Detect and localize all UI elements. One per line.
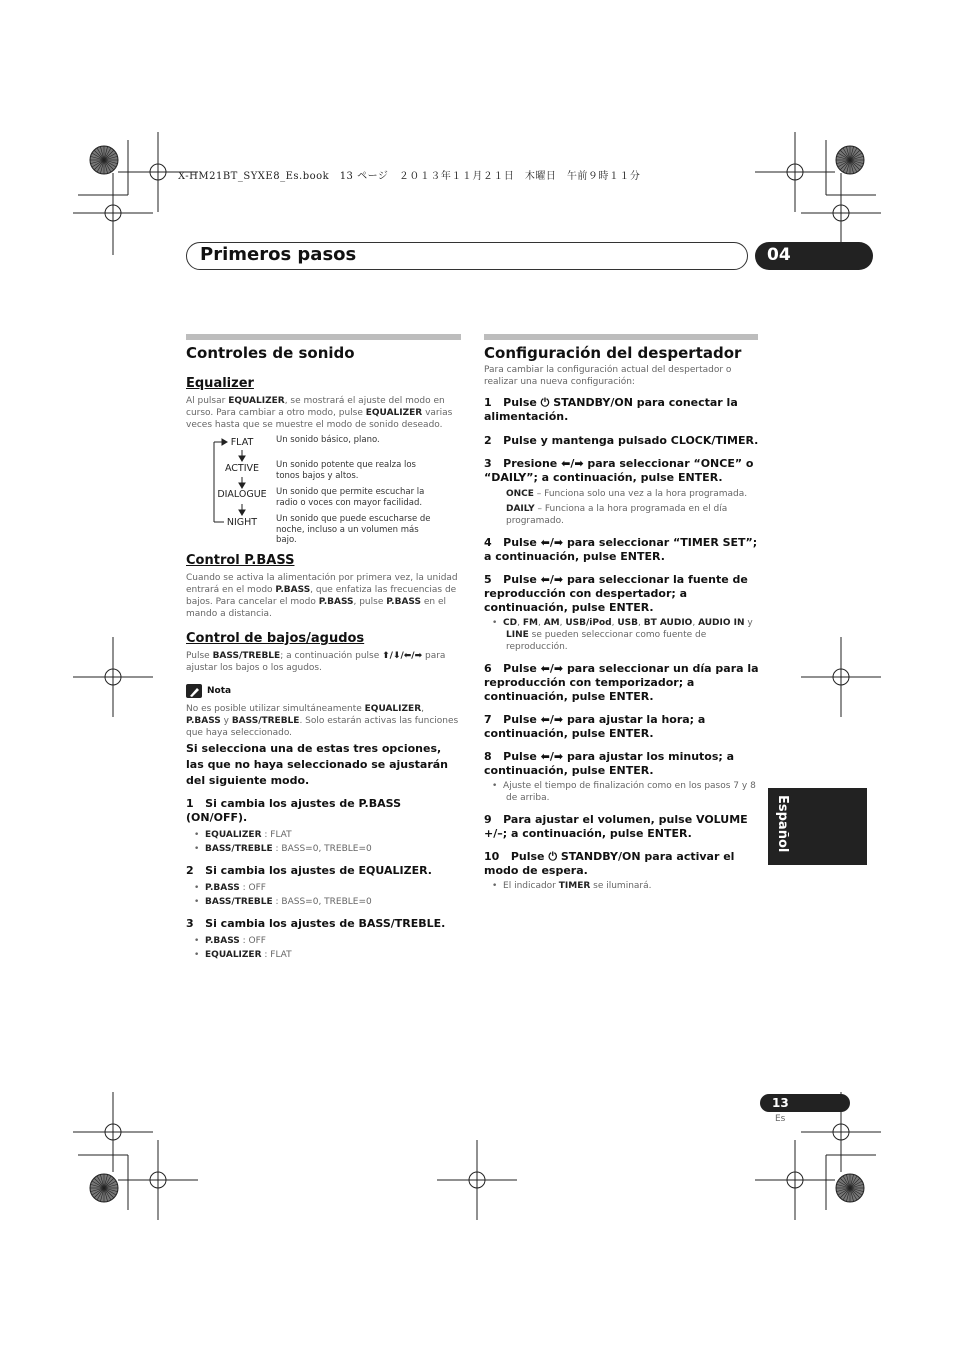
reset-step-2: 2 Si cambia los ajustes de EQUALIZER. [186,864,432,877]
reset-step-2-bullet-1: • P.BASS : OFF [194,883,266,893]
note-icon [186,684,202,698]
alarm-step-6: 6 Pulse ⬅/➡ para seleccionar un día para la reproducción con temporizador; a continuación, pulse ENTER. [484,662,759,703]
mode-night: NIGHT [226,517,258,528]
reset-step-1-bullet-2: • BASS/TREBLE : BASS=0, TREBLE=0 [194,844,372,854]
alarm-step-3: 3 Presione ⬅/➡ para seleccionar “ONCE” o “DAILY”; a continuación, pulse ENTER. [484,457,754,484]
section-title-sound: Controles de sonido [186,344,355,362]
chapter-title: Primeros pasos [200,244,357,265]
equalizer-heading: Equalizer [186,376,254,391]
reset-step-2-bullet-2: • BASS/TREBLE : BASS=0, TREBLE=0 [194,897,372,907]
alarm-steps [484,396,759,892]
note-paragraph: No es posible utilizar simultáneamente EQUALIZER, P.BASS y BASS/TREBLE. Solo estarán activas las funciones que haya seleccionado. [186,704,459,738]
mode-flat-desc: Un sonido básico, plano. [276,435,380,445]
alarm-step-8-bullet: • Ajuste el tiempo de finalización como en los pasos 7 y 8 de arriba. [492,781,756,803]
pencil-icon [186,685,202,699]
alarm-step-7: 7 Pulse ⬅/➡ para ajustar la hora; a continuación, pulse ENTER. [484,713,706,740]
mode-active-desc: Un sonido potente que realza los tonos bajos y altos. [276,460,416,481]
equalizer-paragraph: Al pulsar EQUALIZER, se mostrará el ajuste del modo en curso. Para cambiar a otro modo, pulse EQUALIZER varias veces hasta que se muestre el modo de sonido deseado. [186,396,453,430]
reset-step-1: 1 Si cambia los ajustes de P.BASS (ON/OFF). [186,797,401,824]
alarm-step-1: 1 Pulse ⏻ STANDBY/ON para conectar la alimentación. [484,396,738,423]
alarm-step-8: 8 Pulse ⬅/➡ para ajustar los minutos; a continuación, pulse ENTER. [484,750,735,777]
alarm-step-9: 9 Para ajustar el volumen, pulse VOLUME +/–; a continuación, pulse ENTER. [484,813,748,840]
bass-treble-heading: Control de bajos/agudos [186,631,365,646]
mode-dialogue-desc: Un sonido que permite escuchar la radio o voces con mayor facilidad. [276,487,425,508]
mode-active: ACTIVE [224,463,260,474]
language-tab-label: Español [775,795,790,853]
bass-treble-paragraph: Pulse BASS/TREBLE; a continuación pulse ⬆/⬇/⬅/➡ para ajustar los bajos o los agudos. [186,651,446,673]
reset-step-1-bullet-1: • EQUALIZER : FLAT [194,830,292,840]
section-bar-left [186,334,461,340]
reset-step-3-bullet-1: • P.BASS : OFF [194,936,266,946]
alarm-step-2: 2 Pulse y mantenga pulsado CLOCK/TIMER. [484,434,759,447]
mode-dialogue: DIALOGUE [217,489,267,500]
mode-cycle-arrows [210,436,270,528]
reset-step-3-bullet-2: • EQUALIZER : FLAT [194,950,292,960]
pbass-heading: Control P.BASS [186,553,295,568]
pbass-paragraph: Cuando se activa la alimentación por primera vez, la unidad entrará en el modo P.BASS, que enfatiza las frecuencias de bajos. Para cancelar el modo P.BASS, pulse P.BASS en el mando a distancia. [186,573,458,619]
mode-night-desc: Un sonido que puede escucharse de noche, incluso a un volumen más bajo. [276,514,431,545]
print-header: X-HM21BT_SYXE8_Es.book 13 ページ ２０１３年１１月２１日 木曜日 午前９時１１分 [178,171,641,182]
chapter-number: 04 [755,242,873,270]
alarm-step-3-daily: DAILY – Funciona a la hora programada en el día programado. [506,504,728,526]
alarm-step-5-bullet: • CD, FM, AM, USB/iPod, USB, BT AUDIO, AUDIO IN y LINE se pueden seleccionar como fuente de reproducción. [492,618,753,652]
section-title-alarm: Configuración del despertador [484,344,742,362]
alarm-step-10-bullet: • El indicador TIMER se iluminará. [492,881,652,891]
mode-flat: FLAT [230,437,254,448]
alarm-step-3-once: ONCE – Funciona solo una vez a la hora programada. [506,489,748,499]
reset-steps [186,797,461,961]
alarm-step-5: 5 Pulse ⬅/➡ para seleccionar la fuente de reproducción con despertador; a continuación, pulse ENTER. [484,573,748,614]
note-label: Nota [207,686,232,696]
alarm-step-10: 10 Pulse ⏻ STANDBY/ON para activar el modo de espera. [484,850,735,877]
alarm-step-4: 4 Pulse ⬅/➡ para seleccionar “TIMER SET”; a continuación, pulse ENTER. [484,536,758,563]
page-number: 13 [760,1094,850,1112]
note-bold-paragraph: Si selecciona una de estas tres opciones, las que no haya seleccionado se ajustarán del siguiente modo. [186,742,449,787]
reset-step-3: 3 Si cambia los ajustes de BASS/TREBLE. [186,917,446,930]
section-bar-right [484,334,758,340]
alarm-intro: Para cambiar la configuración actual del despertador o realizar una nueva configuración: [484,365,732,387]
page-language-code: Es [775,1114,786,1124]
